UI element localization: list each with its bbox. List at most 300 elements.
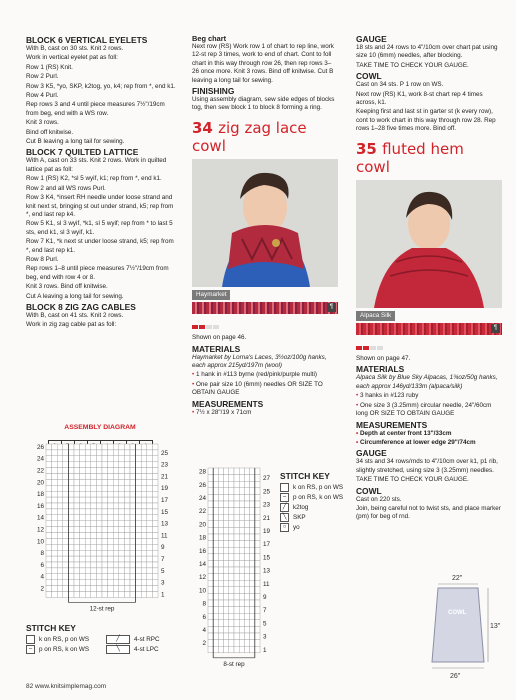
chart-cell (250, 646, 255, 653)
chart-cell (68, 474, 74, 480)
chart-cell (244, 600, 249, 607)
chart-cell (113, 580, 119, 586)
row-number: 5 (161, 567, 165, 575)
text: Row 4 Purl. (26, 92, 59, 100)
row-number: 6 (202, 613, 206, 621)
chart-cell (74, 568, 80, 574)
yarn-swatch-34 (192, 290, 338, 322)
chart-cell (52, 479, 58, 485)
chart-cell (152, 485, 158, 491)
chart-cell (52, 580, 58, 586)
chart-cell (218, 554, 223, 561)
chart-cell (229, 488, 234, 495)
chart-cell (255, 501, 260, 508)
chart-cell (218, 475, 223, 482)
gauge-heading: GAUGE (356, 34, 387, 44)
chart-cell (52, 550, 58, 556)
text: With B, cast on 41 sts. Knit 2 rows. (26, 311, 124, 319)
chart-cell (141, 474, 147, 480)
chart-cell (68, 491, 74, 497)
chart-cell (244, 593, 249, 600)
chart-cell (255, 534, 260, 541)
chart-cell (250, 501, 255, 508)
chart-cell (85, 533, 91, 539)
chart-cell (63, 462, 69, 468)
chart-cell (244, 633, 249, 640)
chart-cell (239, 613, 244, 620)
chart-cell (130, 444, 136, 450)
bullet: • Depth at center front 13"/33cm (356, 430, 502, 438)
chart-cell (152, 462, 158, 468)
chart-cell (96, 527, 102, 533)
chart-cell (80, 462, 86, 468)
row-number: 17 (161, 497, 169, 504)
text: Row 3 K4, *insert RH needle under loose strand and knit next st, bringing st out under strand, k5; rep from *, end last rep k4. (26, 194, 174, 218)
chart-cell (108, 491, 114, 497)
chart-cell (80, 509, 86, 515)
text: Row 2 Purl. (26, 73, 59, 81)
chart-cell (250, 481, 255, 488)
row-number: 25 (161, 449, 169, 457)
chart-cell (136, 444, 142, 450)
yarn-label: Haymarket (192, 290, 230, 300)
chart-cell (218, 600, 223, 607)
chart-cell (119, 527, 125, 533)
chart-cell (46, 509, 52, 515)
chart-cell (239, 574, 244, 581)
chart-cell (74, 592, 80, 598)
chart-cell (244, 613, 249, 620)
chart-cell (96, 497, 102, 503)
chart-cell (124, 509, 130, 515)
chart-cell (102, 527, 108, 533)
chart-cell (119, 562, 125, 568)
chart-cell (74, 474, 80, 480)
chart-cell (141, 527, 147, 533)
chart-cell (229, 587, 234, 594)
row-number: 5 (263, 620, 267, 628)
chart-cell (74, 515, 80, 521)
chart-cell (91, 497, 97, 503)
chart-cell (250, 613, 255, 620)
chart-cell (141, 556, 147, 562)
cable-chart (30, 442, 180, 622)
chart-cell (85, 497, 91, 503)
chart-cell (57, 503, 63, 509)
chart-cell (80, 533, 86, 539)
chart-cell (80, 544, 86, 550)
chart-cell (218, 620, 223, 627)
chart-cell (152, 497, 158, 503)
chart-cell (74, 485, 80, 491)
text: Alpaca Silk by Blue Sky Alpacas, 1¾oz/50g hanks, each approx 146yd/133m (alpaca/silk) (356, 374, 498, 390)
chart-cell (208, 494, 213, 501)
row-number: 23 (263, 501, 271, 509)
chart-cell (74, 462, 80, 468)
chart-cell (91, 515, 97, 521)
chart-cell (213, 626, 218, 633)
text: Join, being careful not to twist sts, and place marker (pm) for beg of rnd. (356, 504, 501, 521)
chart-cell (147, 468, 153, 474)
chart-cell (218, 541, 223, 548)
chart-cell (74, 479, 80, 485)
chart-cell (85, 568, 91, 574)
materials-heading: MATERIALS (356, 364, 405, 375)
chart-cell (218, 567, 223, 574)
chart-cell (52, 527, 58, 533)
column-2 (192, 34, 338, 418)
chart-cell (147, 491, 153, 497)
chart-cell (152, 515, 158, 521)
chart-cell (57, 474, 63, 480)
chart-cell (152, 580, 158, 586)
chart-cell (130, 503, 136, 509)
key-k2tog: ╱ k2tog (280, 503, 350, 512)
chart-cell (255, 613, 260, 620)
chart-cell (124, 474, 130, 480)
chart-cell (102, 497, 108, 503)
chart-cell (218, 521, 223, 528)
bullet: • 1 hank in #113 byrne (red/pink/purple multi) (192, 371, 338, 379)
chart-cell (108, 521, 114, 527)
chart-cell (255, 626, 260, 633)
chart-cell (218, 508, 223, 515)
chart-cell (124, 544, 130, 550)
chart-cell (46, 527, 52, 533)
chart-cell (147, 479, 153, 485)
chart-cell (80, 450, 86, 456)
chart-cell (250, 527, 255, 534)
text: Keeping first and last st in garter st (k every row), cont to work chart in this way through row 28. Rep rows 1–28 five times more. Bind off. (356, 108, 496, 133)
chart-cell (124, 586, 130, 592)
chart-cell (85, 474, 91, 480)
chart-cell (130, 574, 136, 580)
chart-cell (244, 501, 249, 508)
chart-cell (255, 580, 260, 587)
chart-cell (130, 562, 136, 568)
chart-cell (57, 468, 63, 474)
chart-cell (57, 538, 63, 544)
chart-cell (68, 586, 74, 592)
chart-cell (224, 508, 229, 515)
chart-cell (152, 574, 158, 580)
chart-cell (130, 456, 136, 462)
chart-cell (255, 574, 260, 581)
chart-cell (208, 620, 213, 627)
chart-cell (255, 593, 260, 600)
chart-cell (141, 491, 147, 497)
chart-cell (74, 509, 80, 515)
chart-cell (255, 620, 260, 627)
chart-cell (96, 580, 102, 586)
chart-cell (239, 640, 244, 647)
chart-cell (74, 562, 80, 568)
shown-on: Shown on page 47. (356, 355, 411, 363)
chart-cell (52, 592, 58, 598)
chart-cell (234, 600, 239, 607)
chart-cell (213, 607, 218, 614)
chart-cell (136, 521, 142, 527)
chart-cell (130, 450, 136, 456)
chart-cell (52, 544, 58, 550)
chart-cell (239, 521, 244, 528)
chart-cell (213, 600, 218, 607)
chart-cell (244, 626, 249, 633)
chart-cell (136, 533, 142, 539)
text: TAKE TIME TO CHECK YOUR GAUGE. (356, 61, 469, 69)
chart-cell (52, 533, 58, 539)
chart-cell (108, 544, 114, 550)
chart-cell (124, 527, 130, 533)
chart-cell (218, 613, 223, 620)
chart-cell (68, 485, 74, 491)
chart-cell (152, 444, 158, 450)
chart-cell (234, 613, 239, 620)
chart-cell (46, 456, 52, 462)
chart-cell (229, 607, 234, 614)
chart-cell (208, 554, 213, 561)
chart-cell (239, 468, 244, 475)
chart-cell (80, 474, 86, 480)
text: Knit 3 rows. (26, 119, 59, 127)
chart-cell (250, 633, 255, 640)
text: Next row (RS) K1, work 8-st chart rep 4 times across, k1. (356, 90, 483, 107)
chart-cell (96, 450, 102, 456)
chart-cell (208, 574, 213, 581)
chart-cell (96, 444, 102, 450)
chart-cell (85, 527, 91, 533)
text: With B, cast on 30 sts. Knit 2 rows. (26, 45, 124, 52)
chart-cell (85, 444, 91, 450)
chart-cell (229, 527, 234, 534)
chart-cell (124, 456, 130, 462)
chart-cell (119, 479, 125, 485)
chart-cell (208, 508, 213, 515)
chart-cell (152, 568, 158, 574)
chart-cell (63, 444, 69, 450)
chart-cell (91, 456, 97, 462)
chart-cell (68, 533, 74, 539)
cowl-35-photo (356, 180, 502, 308)
chart-cell (224, 567, 229, 574)
chart-cell (124, 521, 130, 527)
chart-cell (255, 508, 260, 515)
chart-cell (119, 474, 125, 480)
chart-cell (224, 613, 229, 620)
chart-cell (136, 509, 142, 515)
text: Work in zig zag cable pat as foll: (26, 321, 117, 329)
chart-cell (229, 468, 234, 475)
chart-cell (218, 626, 223, 633)
chart-cell (244, 580, 249, 587)
chart-cell (136, 474, 142, 480)
chart-cell (213, 580, 218, 587)
chart-cell (239, 475, 244, 482)
chart-cell (229, 593, 234, 600)
repeat-label: 8-st rep (223, 660, 245, 668)
chart-cell (141, 574, 147, 580)
row-number: 14 (198, 561, 206, 568)
chart-cell (102, 574, 108, 580)
chart-cell (57, 485, 63, 491)
chart-cell (213, 574, 218, 581)
chart-cell (57, 568, 63, 574)
chart-cell (229, 481, 234, 488)
chart-cell (113, 450, 119, 456)
chart-cell (57, 544, 63, 550)
chart-cell (213, 521, 218, 528)
chart-cell (96, 568, 102, 574)
chart-cell (124, 479, 130, 485)
text: Cast on 34 sts. P 1 row on WS. (356, 81, 444, 89)
chart-cell (91, 450, 97, 456)
chart-cell (234, 567, 239, 574)
chart-cell (250, 534, 255, 541)
chart-cell (224, 468, 229, 475)
chart-cell (68, 592, 74, 598)
chart-cell (130, 550, 136, 556)
chart-cell (218, 587, 223, 594)
chart-cell (113, 586, 119, 592)
chart-cell (63, 515, 69, 521)
text: Rep rows 1–8 until piece measures 7½"/19cm from beg, end with row 4 or 8. (26, 265, 169, 281)
chart-cell (102, 592, 108, 598)
chart-cell (147, 503, 153, 509)
page-icon: ¶ (491, 324, 500, 333)
row-number: 7 (161, 556, 165, 563)
row-number: 28 (198, 468, 206, 476)
row-number: 25 (263, 488, 271, 496)
chart-cell (80, 580, 86, 586)
row-number: 2 (40, 585, 44, 593)
chart-cell (234, 626, 239, 633)
chart-cell (244, 620, 249, 627)
row-number: 12 (36, 526, 44, 534)
chart-cell (147, 527, 153, 533)
chart-cell (119, 509, 125, 515)
chart-cell (229, 501, 234, 508)
chart-cell (85, 592, 91, 598)
chart-cell (46, 444, 52, 450)
chart-cell (46, 521, 52, 527)
chart-cell (124, 462, 130, 468)
chart-cell (136, 562, 142, 568)
bullet: • Circumference at lower edge 29"/74cm (356, 439, 502, 447)
chart-cell (91, 580, 97, 586)
row-number: 4 (202, 627, 206, 634)
chart-cell (52, 574, 58, 580)
chart-cell (141, 497, 147, 503)
chart-cell (46, 568, 52, 574)
chart-cell (208, 613, 213, 620)
chart-cell (46, 580, 52, 586)
measurements-heading: MEASUREMENTS (192, 398, 264, 409)
chart-cell (124, 503, 130, 509)
chart-cell (52, 556, 58, 562)
chart-cell (147, 521, 153, 527)
chart-cell (152, 586, 158, 592)
yarn-label: Alpaca Silk (356, 311, 395, 321)
chart-cell (152, 562, 158, 568)
row-number: 18 (198, 534, 206, 542)
text: Row 3 K5, *yo, SKP, k2tog, yo, k4; rep from *, end k1. (26, 82, 176, 90)
chart-cell (102, 521, 108, 527)
row-number: 13 (161, 520, 169, 528)
chart-cell (218, 527, 223, 534)
chart-cell (224, 541, 229, 548)
chart-cell (147, 556, 153, 562)
chart-cell (108, 592, 114, 598)
row-number: 21 (161, 473, 169, 481)
chart-cell (80, 562, 86, 568)
row-number: 17 (263, 541, 271, 549)
chart-cell (229, 567, 234, 574)
chart-cell (63, 491, 69, 497)
chart-cell (119, 521, 125, 527)
chart-cell (244, 587, 249, 594)
chart-cell (74, 574, 80, 580)
chart-cell (234, 646, 239, 653)
chart-cell (85, 509, 91, 515)
chart-cell (239, 488, 244, 495)
chart-cell (52, 509, 58, 515)
row-number: 11 (161, 532, 168, 540)
chart-cell (152, 521, 158, 527)
chart-cell (213, 475, 218, 482)
chart-cell (229, 494, 234, 501)
row-number: 20 (36, 479, 44, 487)
chart-cell (224, 514, 229, 521)
chart-cell (208, 593, 213, 600)
chart-cell (239, 600, 244, 607)
chart-cell (234, 633, 239, 640)
chart-cell (218, 488, 223, 495)
chart-cell (239, 626, 244, 633)
chart-cell (244, 607, 249, 614)
row-number: 19 (263, 528, 271, 535)
chart-cell (57, 550, 63, 556)
chart-cell (250, 521, 255, 528)
chart-cell (74, 550, 80, 556)
chart-cell (239, 514, 244, 521)
beg-chart: Beg chart (192, 34, 227, 43)
chart-cell (57, 521, 63, 527)
text: Using assembly diagram, sew side edges of blocks tog, then sew block 1 to block 8 forming a ring. (192, 96, 335, 112)
stitch-key-2 (280, 472, 350, 533)
chart-cell (68, 562, 74, 568)
chart-cell (239, 620, 244, 627)
chart-cell (74, 444, 80, 450)
row-number: 10 (36, 538, 44, 546)
chart-cell (136, 550, 142, 556)
row-number: 15 (161, 508, 169, 516)
chart-cell (244, 475, 249, 482)
chart-cell (108, 550, 114, 556)
key-knit: k on RS, p on WS (26, 635, 106, 644)
chart-cell (57, 586, 63, 592)
chart-cell (213, 640, 218, 647)
chart-cell (224, 640, 229, 647)
chart-cell (63, 485, 69, 491)
chart-cell (85, 462, 91, 468)
text: Next row (RS) Work row 1 of chart to rep line, work 12-st rep 3 times, work to end of chart. Cont to foll chart in this way through row 26, then rep rows 3–26 once more. Knit 3 rows. Bind off knitwise. Cut B leaving a long tail for sewing. (192, 43, 334, 84)
key-knit: k on RS, p on WS (280, 483, 350, 492)
chart-cell (208, 501, 213, 508)
chart-cell (91, 556, 97, 562)
chart-cell (208, 607, 213, 614)
chart-cell (91, 527, 97, 533)
chart-cell (136, 556, 142, 562)
